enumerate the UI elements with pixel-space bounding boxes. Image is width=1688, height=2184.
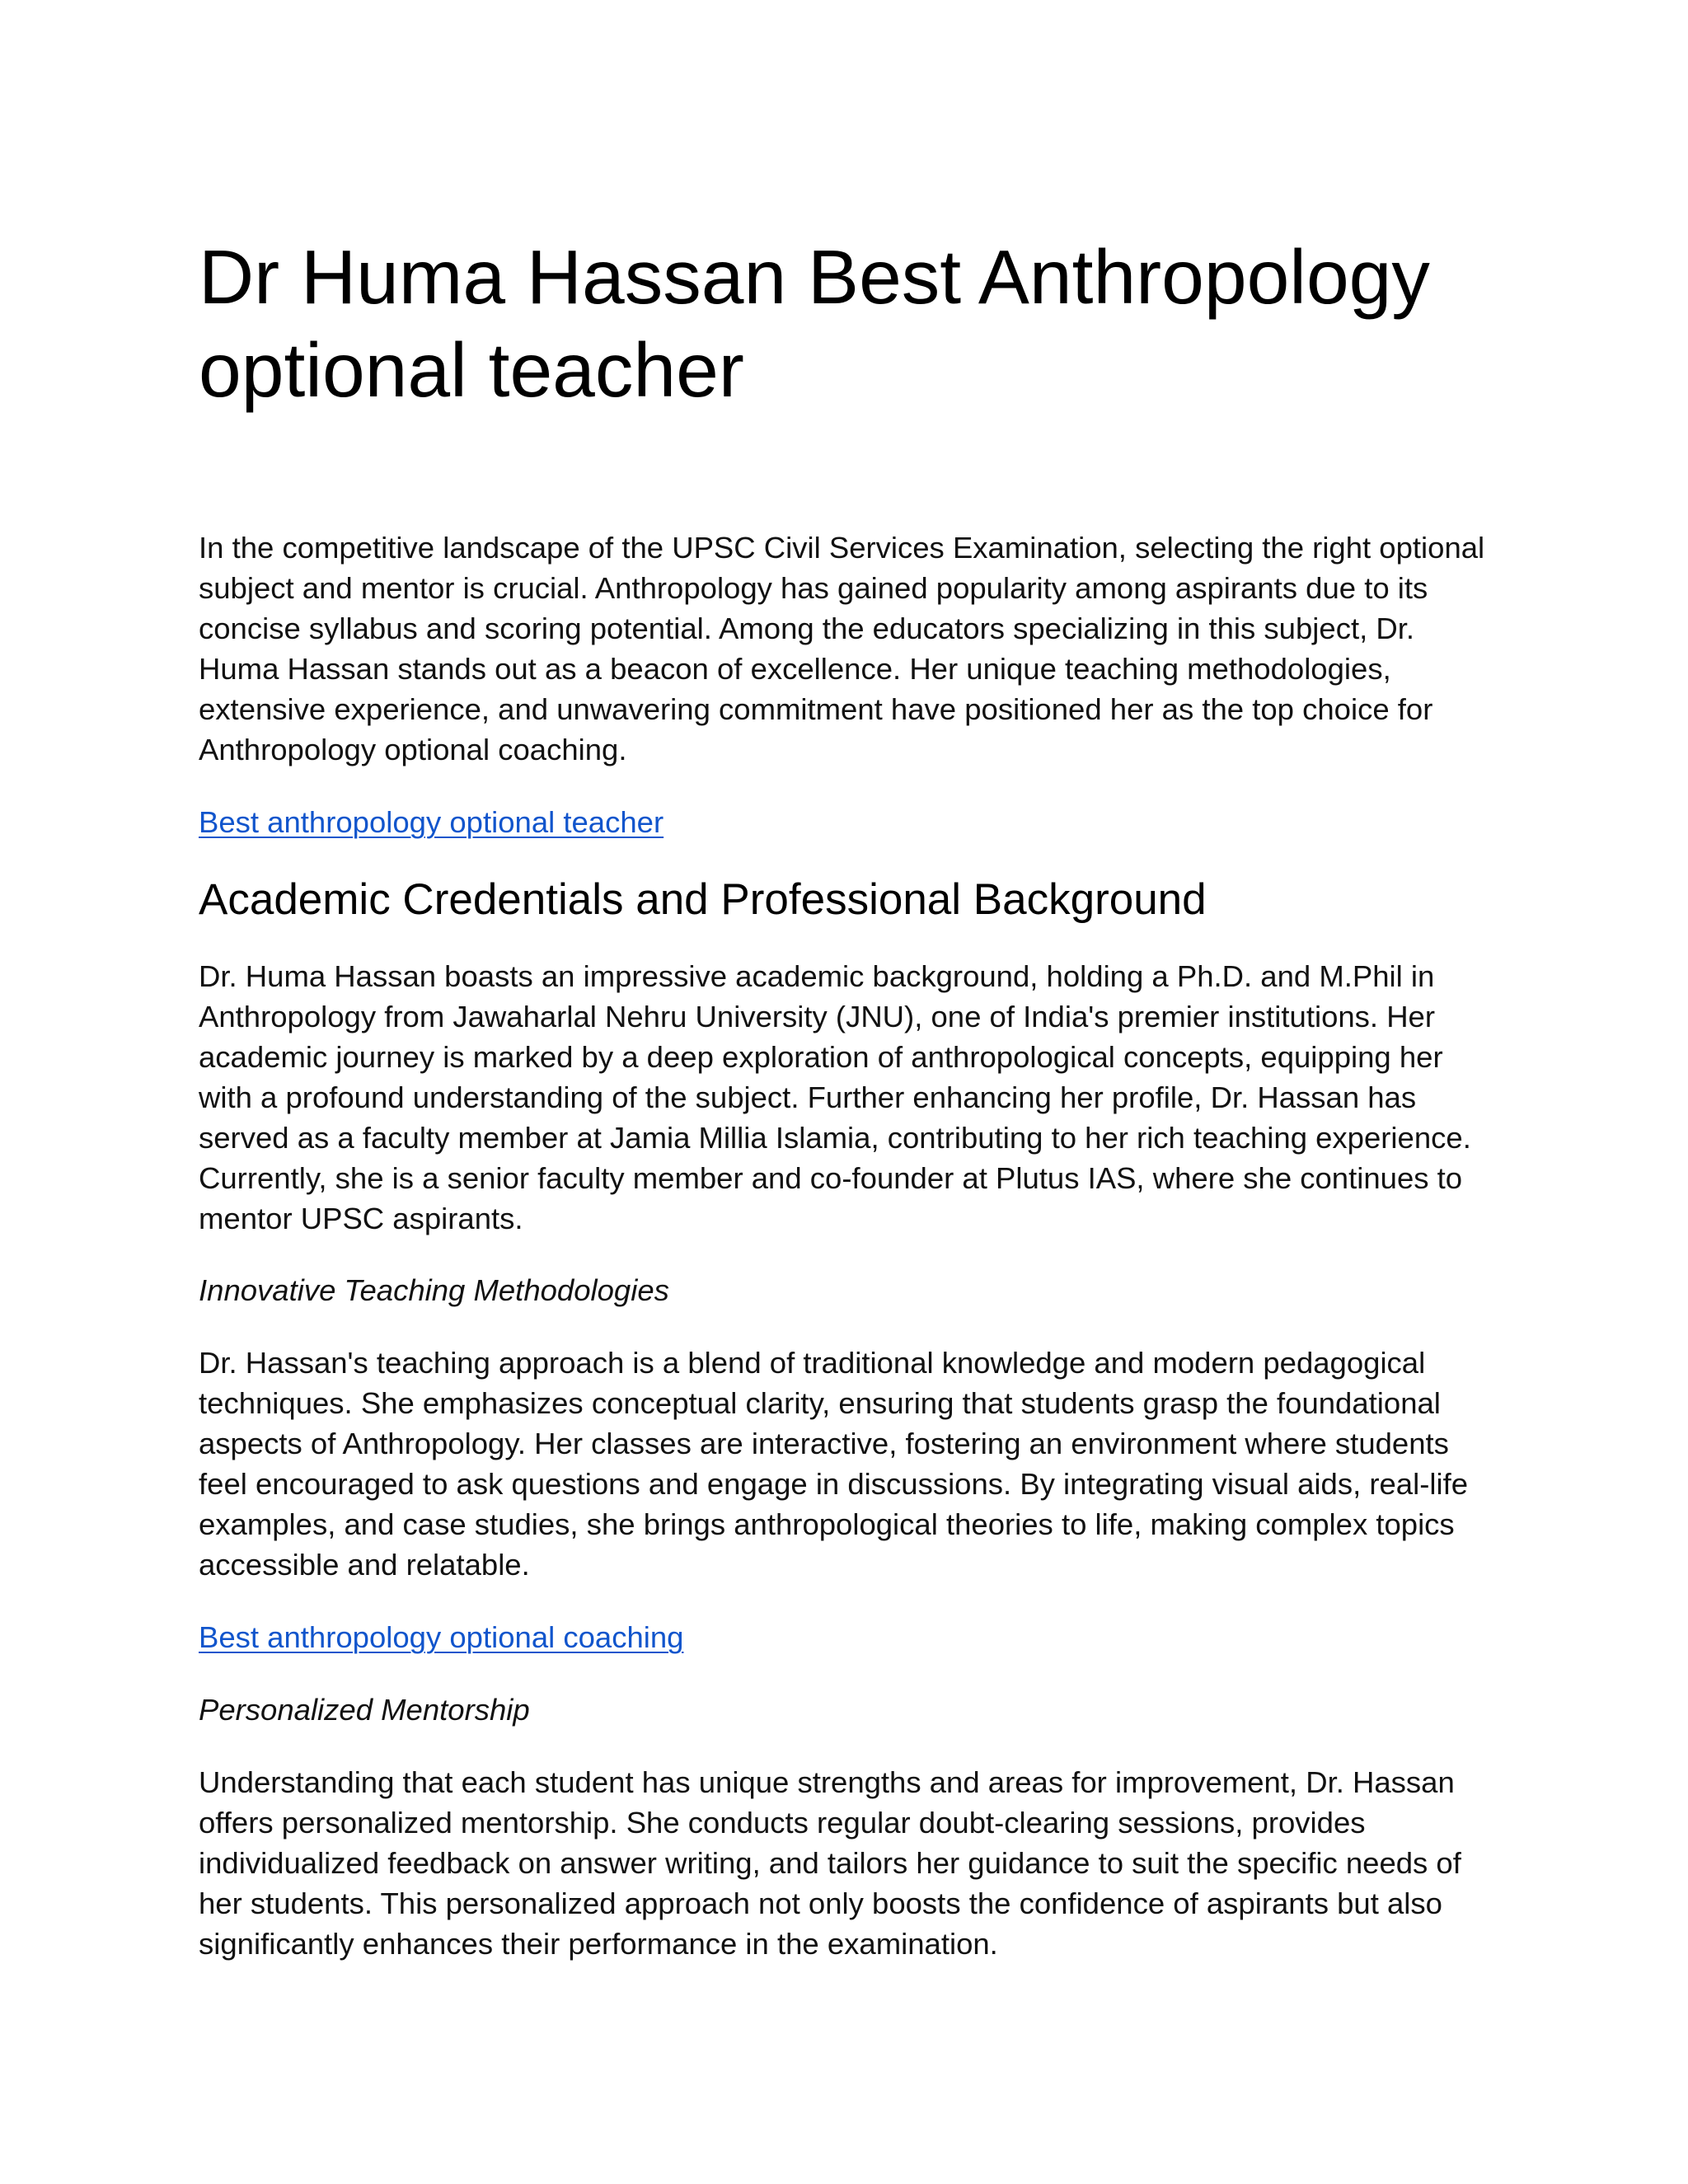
section-heading: Academic Credentials and Professional Background bbox=[199, 875, 1207, 924]
teaching-paragraph: Dr. Hassan's teaching approach is a blend of traditional knowledge and modern pedagogical techniques. She emphasizes conceptual clarity, ensuring that students grasp the foundational aspects of Anthropology. Her classes are interactive, fostering an environment where students feel encouraged to ask questions and engage in discussions. By integrating visual aids, real-life examples, and case studies, she brings anthropological theories to life, making complex topics accessible and relatable. bbox=[199, 1346, 1469, 1582]
document-title: Dr Huma Hassan Best Anthropology optional teacher bbox=[199, 234, 1430, 413]
document-page bbox=[199, 231, 1501, 1964]
intro-paragraph: In the competitive landscape of the UPSC Civil Services Examination, selecting the right optional subject and mentor is crucial. Anthropology has gained popularity among aspirants due to its concise syllabus and scoring potential. Among the educators specializing in this subject, Dr. Huma Hassan stands out as a beacon of excellence. Her unique teaching methodologies, extensive experience, and unwavering commitment have positioned her as the top choice for Anthropology optional coaching. bbox=[199, 531, 1485, 766]
teaching-methodologies-subheading: Innovative Teaching Methodologies bbox=[199, 1273, 669, 1307]
mentorship-paragraph: Understanding that each student has unique strengths and areas for improvement, Dr. Hassan offers personalized mentorship. She conducts regular doubt-clearing sessions, provides individualized feedback on answer writing, and tailors her guidance to suit the specific needs of her students. This personalized approach not only boosts the confidence of aspirants but also significantly enhances their performance in the examination. bbox=[199, 1765, 1461, 1961]
credentials-paragraph: Dr. Huma Hassan boasts an impressive academic background, holding a Ph.D. and M.Phil in Anthropology from Jawaharlal Nehru University (JNU), one of India's premier institutions. Her academic journey is marked by a deep exploration of anthropological concepts, equipping her with a profound understanding of the subject. Further enhancing her profile, Dr. Hassan has served as a faculty member at Jamia Millia Islamia, contributing to her rich teaching experience. Currently, she is a senior faculty member and co-founder at Plutus IAS, where she continues to mentor UPSC aspirants. bbox=[199, 959, 1471, 1235]
mentorship-subheading: Personalized Mentorship bbox=[199, 1693, 530, 1727]
best-teacher-link[interactable]: Best anthropology optional teacher bbox=[199, 805, 664, 839]
best-coaching-link[interactable]: Best anthropology optional coaching bbox=[199, 1620, 684, 1654]
